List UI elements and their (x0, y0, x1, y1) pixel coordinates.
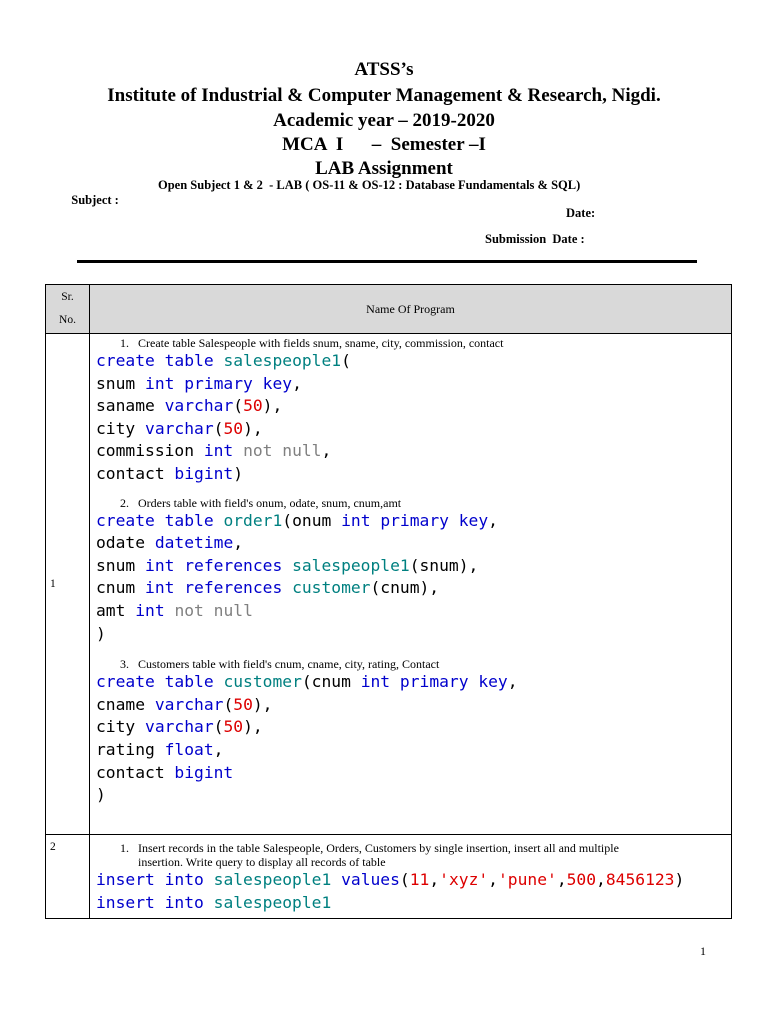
subject-value: Open Subject 1 & 2 - LAB ( OS-11 & OS-12 : Database Fundamentals & SQL) (158, 178, 581, 192)
code-block-insert: insert into salespeople1 values(11,'xyz','pune',500,8456123) insert into salespeople1 (96, 870, 685, 912)
program-cell (90, 835, 732, 919)
institution-name: Institute of Industrial & Computer Management & Research, Nigdi. (107, 85, 661, 106)
submission-date-label: Submission Date : (485, 232, 585, 246)
task-insert-description-line2: insertion. Write query to display all records of table (120, 855, 386, 869)
task-3-description: 3. Customers table with field's cnum, cname, city, rating, Contact (120, 657, 440, 672)
row-sr-number: 1 (46, 334, 90, 835)
document-title: LAB Assignment (315, 158, 453, 179)
no-header-label: No. (59, 314, 76, 326)
task-2-description: 2. Orders table with field's onum, odate, snum, cnum,amt (120, 495, 402, 510)
program-name-header: Name Of Program (90, 285, 732, 334)
task-1-description: 1. Create table Salespeople with fields snum, sname, city, commission, contact (120, 336, 504, 350)
code-block-create-salespeople: create table salespeople1( snum int primary key, saname varchar(50), city varchar(50), commission int not null, contact bigint) (96, 351, 351, 483)
subject-label: Subject : (71, 193, 119, 207)
page-number: 1 (700, 944, 706, 958)
institution-short-name: ATSS’s (354, 59, 414, 80)
code-block-create-orders: create table order1(onum int primary key, odate datetime, snum int references salespeople1(snum), cnum int references customer(cnum), amt int not null ) (96, 510, 498, 643)
row-sr-number: 2 (46, 835, 90, 919)
code-block-create-customer: create table customer(cnum int primary key, cname varchar(50), city varchar(50), rating float, contact bigint ) (96, 672, 518, 805)
assignment-table (45, 284, 732, 919)
program-cell (90, 334, 732, 835)
table-row (46, 334, 732, 835)
sr-no-header (46, 285, 90, 334)
academic-year: Academic year – 2019-2020 (273, 110, 495, 131)
course-semester: MCA I – Semester –I (282, 134, 486, 155)
sr-header-label: Sr. (61, 291, 74, 303)
table-row (46, 835, 732, 919)
task-insert-description-line1: 1. Insert records in the table Salespeople, Orders, Customers by single insertion, insert all and multiple (120, 841, 619, 855)
header-divider (77, 260, 697, 263)
table-header-row (46, 285, 732, 334)
date-label: Date: (566, 206, 596, 220)
